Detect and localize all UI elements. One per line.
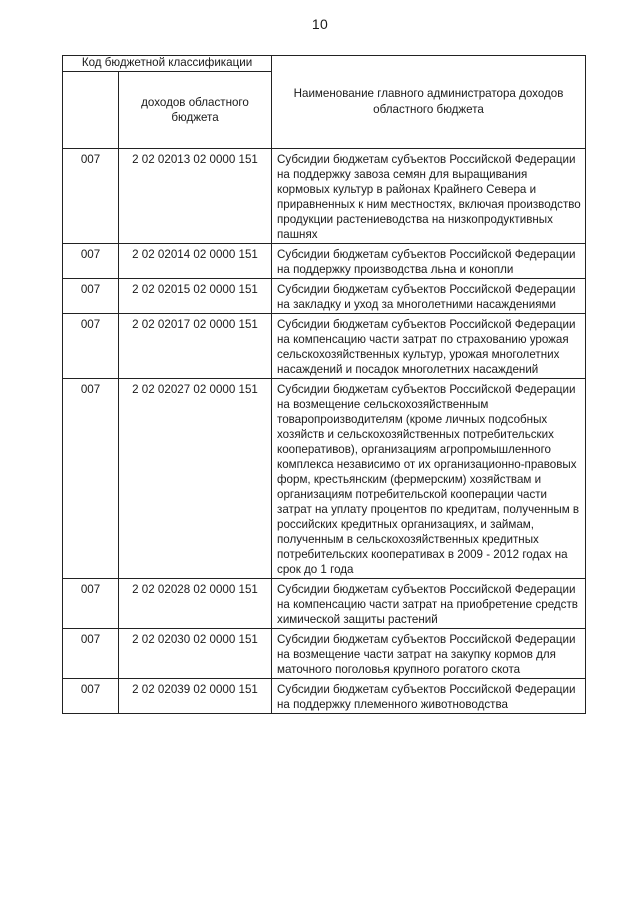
table-row bbox=[63, 244, 586, 279]
budget-code-cell: 2 02 02017 02 0000 151 bbox=[119, 314, 272, 379]
budget-code-cell: 2 02 02027 02 0000 151 bbox=[119, 379, 272, 579]
page-number: 10 bbox=[311, 16, 329, 32]
budget-code-cell: 2 02 02014 02 0000 151 bbox=[119, 244, 272, 279]
admin-code-cell: 007 bbox=[63, 379, 119, 579]
income-name-cell: Субсидии бюджетам субъектов Российской Федерации на возмещение части затрат на закупку кормов для маточного поголовья крупного рогатого скота bbox=[272, 629, 586, 679]
admin-code-cell: 007 bbox=[63, 679, 119, 714]
table-row bbox=[63, 579, 586, 629]
table-row bbox=[63, 679, 586, 714]
budget-code-cell: 2 02 02028 02 0000 151 bbox=[119, 579, 272, 629]
income-name-cell: Субсидии бюджетам субъектов Российской Федерации на поддержку производства льна и конопли bbox=[272, 244, 586, 279]
budget-code-cell: 2 02 02030 02 0000 151 bbox=[119, 629, 272, 679]
admin-code-cell: 007 bbox=[63, 149, 119, 244]
income-name-cell: Субсидии бюджетам субъектов Российской Федерации на закладку и уход за многолетними насаждениями bbox=[272, 279, 586, 314]
table-row bbox=[63, 379, 586, 579]
income-name-cell: Субсидии бюджетам субъектов Российской Федерации на компенсацию части затрат на приобретение средств химической защиты растений bbox=[272, 579, 586, 629]
table-row bbox=[63, 314, 586, 379]
budget-code-cell: 2 02 02013 02 0000 151 bbox=[119, 149, 272, 244]
admin-code-cell: 007 bbox=[63, 244, 119, 279]
table-body bbox=[63, 149, 586, 714]
income-name-cell: Субсидии бюджетам субъектов Российской Федерации на компенсацию части затрат по страхованию урожая сельскохозяйственных культур, урожая многолетних насаждений и посадок многолетних насаждений bbox=[272, 314, 586, 379]
income-code-header: доходов областного бюджета bbox=[119, 72, 272, 149]
admin-code-cell: 007 bbox=[63, 579, 119, 629]
admin-code-header bbox=[63, 72, 119, 149]
admin-code-cell: 007 bbox=[63, 279, 119, 314]
classification-group-header: Код бюджетной классификации bbox=[63, 56, 272, 72]
income-name-cell: Субсидии бюджетам субъектов Российской Федерации на поддержку племенного животноводства bbox=[272, 679, 586, 714]
table-row bbox=[63, 629, 586, 679]
table-row bbox=[63, 149, 586, 244]
table-row bbox=[63, 279, 586, 314]
income-name-cell: Субсидии бюджетам субъектов Российской Федерации на возмещение сельскохозяйственным товаропроизводителям (кроме личных подсобных хозяйств и сельскохозяйственных потребительских кооперативов), организациям агропромышленного комплекса независимо от их организационно-правовых форм, крестьянским (фермерским) хозяйствам и организациям потребительской кооперации части затрат на уплату процентов по кредитам, полученным в российских кредитных организациях, и займам, полученным в сельскохозяйственных кредитных потребительских кооперативах в 2009 - 2012 годах на срок до 1 года bbox=[272, 379, 586, 579]
budget-classification-table bbox=[62, 55, 586, 714]
income-name-cell: Субсидии бюджетам субъектов Российской Федерации на поддержку завоза семян для выращивания кормовых культур в районах Крайнего Севера и приравненных к ним местностях, включая производство продукции растениеводства на низкопродуктивных пашнях bbox=[272, 149, 586, 244]
table-header bbox=[63, 56, 586, 149]
budget-code-cell: 2 02 02015 02 0000 151 bbox=[119, 279, 272, 314]
admin-code-cell: 007 bbox=[63, 314, 119, 379]
admin-code-cell: 007 bbox=[63, 629, 119, 679]
administrator-name-header: Наименование главного администратора доходов областного бюджета bbox=[272, 56, 586, 149]
budget-code-cell: 2 02 02039 02 0000 151 bbox=[119, 679, 272, 714]
